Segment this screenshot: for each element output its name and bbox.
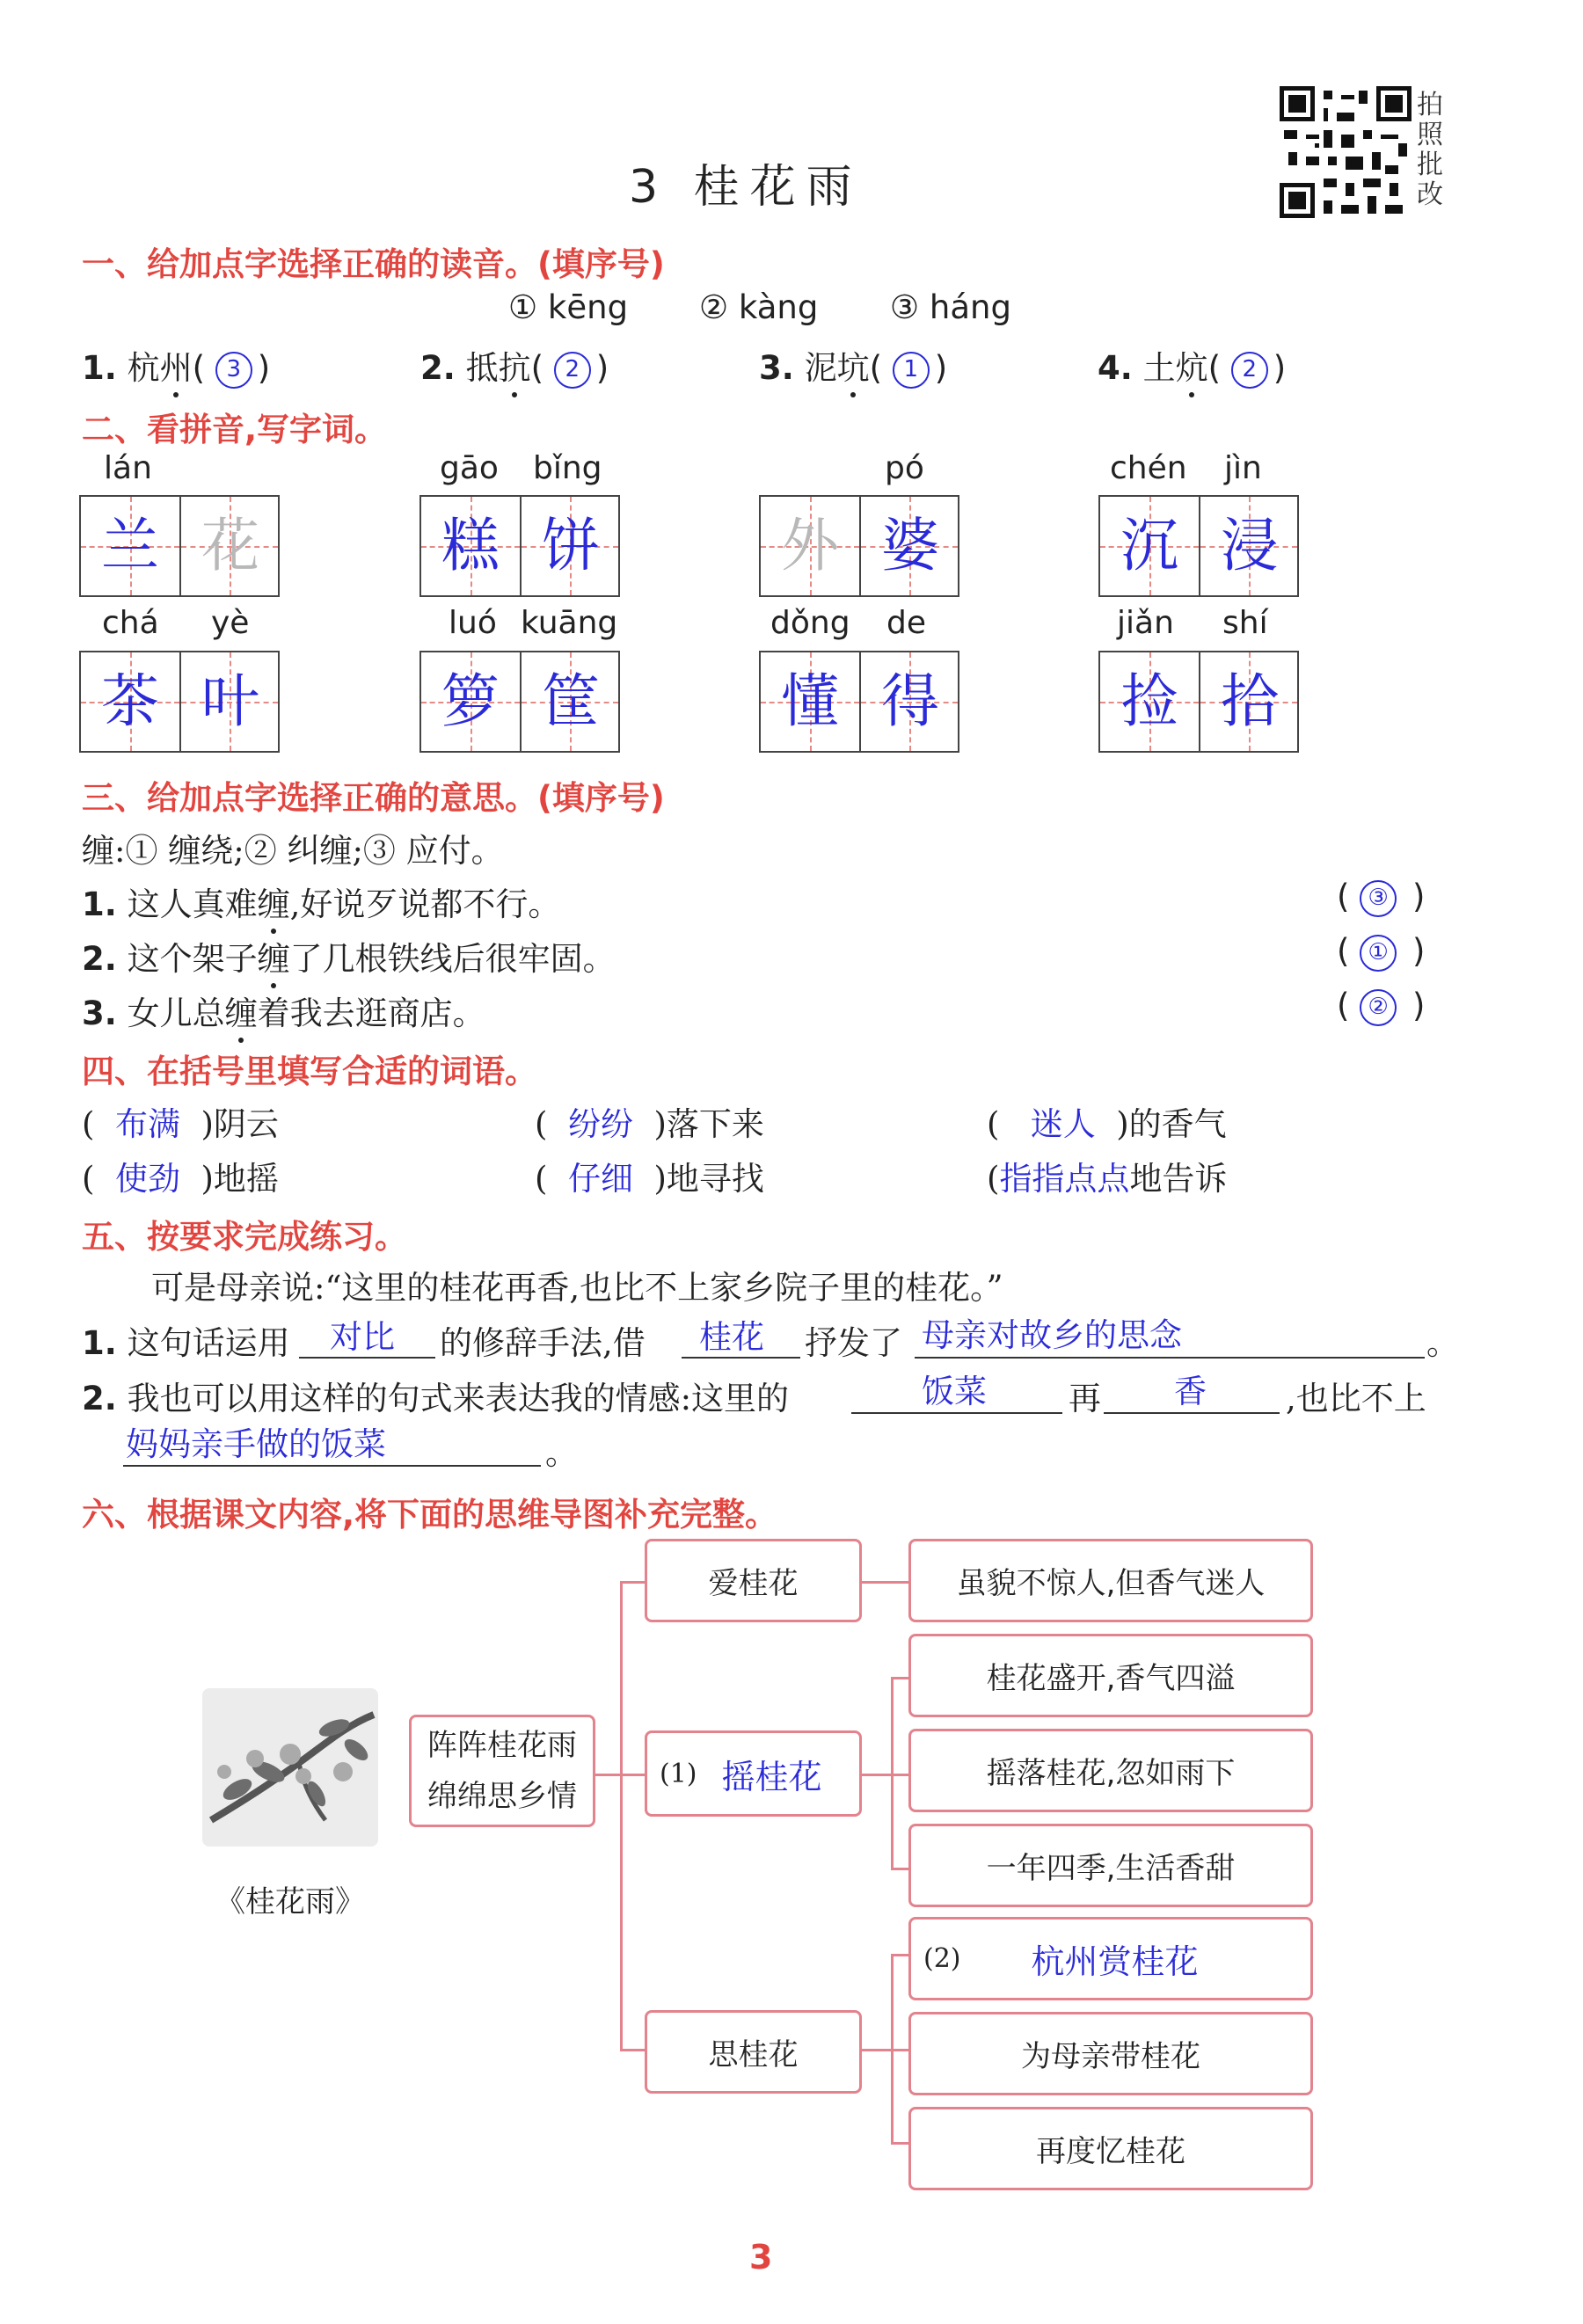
fill-suffix: 地告诉	[1129, 1160, 1228, 1198]
answer-circled[interactable]: 3	[215, 352, 252, 389]
pinyin: dǒng	[770, 605, 850, 641]
s3-definition: 缠:① 缠绕;② 纠缠;③ 应付。	[82, 832, 504, 870]
branch-label: 爱桂花	[708, 1566, 799, 1601]
answer-circled[interactable]: 2	[554, 352, 591, 389]
char-grid	[759, 495, 959, 597]
section-5-heading: 五、按要求完成练习。	[82, 1218, 407, 1256]
s1-item-4: 4. 土炕( 2 )	[1098, 341, 1286, 389]
s5-quote: 可是母亲说:“这里的桂花再香,也比不上家乡院子里的桂花。”	[151, 1269, 1003, 1307]
s3-item-1	[82, 878, 560, 925]
sentence-text: 女儿总	[127, 994, 225, 1032]
q-text: 。	[545, 1434, 578, 1472]
answer-fill[interactable]: 使劲	[114, 1160, 180, 1198]
dotted-char: 缠	[225, 987, 258, 1034]
q-text: 的修辞手法,借	[440, 1324, 646, 1362]
fill-suffix: )的香气	[1116, 1105, 1227, 1143]
item-number: 2.	[82, 1380, 117, 1417]
written-char[interactable]: 饼	[542, 512, 600, 579]
connector	[891, 2049, 910, 2051]
char-grid	[79, 651, 280, 753]
connector	[595, 1774, 622, 1776]
item-char: 泥	[804, 349, 837, 387]
item-number: 1.	[82, 349, 117, 387]
answer-fill[interactable]: 妈妈亲手做的饭菜	[126, 1425, 386, 1463]
written-char[interactable]: 叶	[201, 667, 259, 735]
connector	[620, 1581, 623, 2051]
answer-fill[interactable]: 布满	[114, 1105, 180, 1143]
section-1-heading: 一、给加点字选择正确的读音。(填序号)	[82, 245, 665, 283]
answer-fill[interactable]: 香	[1174, 1373, 1207, 1410]
qr-side-char: 批	[1417, 149, 1443, 180]
pinyin: chén	[1110, 450, 1187, 486]
q-text: 我也可以用这样的句式来表达我的情感:这里的	[127, 1380, 790, 1417]
fill-suffix: )落下来	[653, 1105, 764, 1143]
branch-answer[interactable]: 摇桂花	[721, 1757, 822, 1796]
char-grid	[79, 495, 280, 597]
connector	[862, 1581, 910, 1584]
s3-item-2	[82, 932, 616, 980]
item-char: 土	[1142, 349, 1176, 387]
dotted-char: 州	[160, 341, 193, 389]
qr-side-char: 拍	[1417, 90, 1443, 120]
connector	[620, 1774, 646, 1776]
qr-side-text	[1412, 91, 1448, 210]
osmanthus-image	[202, 1688, 378, 1847]
page-title: 3 桂花雨	[629, 161, 863, 214]
leaf-box	[908, 1539, 1313, 1622]
answer-circle[interactable]	[1360, 880, 1397, 917]
pinyin: luó	[449, 605, 497, 641]
q-text: 这句话运用	[127, 1324, 290, 1362]
branch-shake	[645, 1730, 862, 1817]
qr-side-char: 照	[1417, 120, 1443, 150]
item-number: 1.	[82, 1324, 117, 1362]
item-char: 杭	[127, 349, 160, 387]
connector	[620, 2049, 646, 2051]
written-char[interactable]: 懂	[781, 667, 839, 735]
q-text: 抒发了	[805, 1324, 902, 1362]
leaf-text: 为母亲带桂花	[1021, 2039, 1200, 2074]
item-char: 抵	[465, 349, 499, 387]
answer-underline	[1104, 1412, 1280, 1414]
leaf-box	[908, 1729, 1313, 1812]
s3-answer-3: ( ② )	[1337, 987, 1426, 1024]
written-char[interactable]: 得	[881, 667, 939, 735]
pinyin: de	[886, 605, 926, 641]
sentence-text: 这人真难	[127, 885, 258, 923]
written-char[interactable]: 婆	[881, 512, 939, 579]
s4-row1-item: ( 迷人 )的香气	[987, 1105, 1227, 1143]
q-text: 。	[1426, 1324, 1459, 1362]
char-grid	[1098, 651, 1299, 753]
branch-label: 思桂花	[708, 2037, 799, 2073]
image-caption: 《桂花雨》	[215, 1884, 365, 1920]
dotted-char: 抗	[499, 341, 531, 389]
s1-option: ② kàng	[699, 288, 819, 326]
printed-char: 外	[781, 512, 839, 579]
leaf-answer[interactable]: 杭州赏桂花	[1031, 1942, 1199, 1981]
pinyin: gāo	[440, 450, 499, 486]
s3-item-3	[82, 987, 485, 1034]
connector	[862, 1774, 893, 1776]
pinyin: yè	[211, 605, 250, 641]
s1-option: ① kēng	[508, 288, 629, 326]
written-char[interactable]: 拾	[1221, 667, 1279, 735]
dotted-char: 缠	[258, 932, 290, 980]
s3-answer-2: ( ① )	[1337, 932, 1426, 970]
page-number: 3	[749, 2238, 773, 2277]
answer-circled[interactable]: 2	[1231, 352, 1268, 389]
answer-fill[interactable]: 桂花	[699, 1318, 764, 1356]
leaf-box	[908, 1634, 1313, 1717]
leaf-text: 再度忆桂花	[1036, 2134, 1185, 2169]
branch-prefix: (1)	[660, 1758, 697, 1789]
written-char[interactable]: 糕	[441, 512, 500, 579]
s4-row1-item: ( 布满 )阴云	[82, 1105, 279, 1143]
answer-fill[interactable]: 母亲对故乡的思念	[922, 1316, 1182, 1354]
answer-circle[interactable]	[1360, 989, 1397, 1026]
leaf-text: 虽貌不惊人,但香气迷人	[956, 1566, 1266, 1601]
center-line: 绵绵思乡情	[427, 1779, 577, 1814]
printed-char: 花	[201, 512, 259, 579]
s1-item-2: 2. 抵抗( 2 )	[420, 341, 609, 389]
qr-side-char: 改	[1417, 179, 1443, 210]
pinyin: lán	[104, 450, 152, 486]
answer-underline	[123, 1465, 541, 1467]
s1-item-1: 1. 杭州( 3 )	[82, 341, 270, 389]
qr-code	[1280, 86, 1412, 218]
sentence-text: ,好说歹说都不行。	[289, 885, 561, 923]
pinyin: pó	[885, 450, 924, 486]
connector	[891, 1954, 910, 1956]
pinyin: bǐng	[533, 450, 602, 486]
connector	[891, 1677, 910, 1679]
item-number: 1.	[82, 885, 117, 923]
s3-answer-1: ( ③ )	[1337, 878, 1426, 915]
char-grid	[419, 495, 620, 597]
s4-row1-item: ( 纷纷 )落下来	[535, 1105, 764, 1143]
q-text: ,也比不上	[1286, 1380, 1426, 1417]
section-4-heading: 四、在括号里填写合适的词语。	[82, 1053, 537, 1090]
char-grid	[759, 651, 959, 753]
answer-circle[interactable]	[1360, 935, 1397, 972]
answer-fill[interactable]: 饭菜	[922, 1373, 987, 1410]
leaf-text: 一年四季,生活香甜	[986, 1851, 1236, 1886]
branch-miss	[645, 2010, 862, 2094]
pinyin: kuāng	[521, 605, 618, 641]
section-2-heading: 二、看拼音,写字词。	[82, 411, 388, 448]
answer-text: ②	[1368, 993, 1389, 1020]
char-grid	[419, 651, 620, 753]
answer-underline	[299, 1357, 435, 1359]
sentence-text: 这个架子	[127, 940, 258, 978]
section-6-heading: 六、根据课文内容,将下面的思维导图补充完整。	[82, 1496, 778, 1534]
written-char[interactable]: 浸	[1221, 512, 1279, 579]
connector	[862, 2049, 893, 2051]
connector	[891, 1868, 910, 1870]
written-char[interactable]: 箩	[441, 667, 500, 735]
pinyin: chá	[102, 605, 159, 641]
leaf-box	[908, 2107, 1313, 2190]
dotted-char: 缠	[258, 878, 290, 925]
written-char[interactable]: 兰	[101, 512, 159, 579]
fill-suffix: )阴云	[201, 1105, 279, 1143]
answer-fill[interactable]: 仔细	[567, 1160, 633, 1198]
fill-suffix: )地摇	[201, 1160, 279, 1198]
char-grid	[1098, 495, 1299, 597]
leaf-text: 桂花盛开,香气四溢	[986, 1661, 1236, 1696]
s4-row2-item: ( 使劲 )地摇	[82, 1160, 279, 1198]
dotted-char: 炕	[1176, 341, 1208, 389]
item-number: 4.	[1098, 349, 1133, 387]
written-char[interactable]: 筐	[542, 667, 600, 735]
leaf-box	[908, 1824, 1313, 1907]
pinyin: jiǎn	[1117, 605, 1174, 641]
item-number: 3.	[82, 994, 117, 1032]
written-char[interactable]: 捡	[1120, 667, 1178, 735]
branch-love	[645, 1539, 862, 1622]
written-char[interactable]: 沉	[1120, 512, 1178, 579]
q-text: 再	[1069, 1380, 1101, 1417]
s1-option: ③ háng	[890, 288, 1011, 326]
item-number: 2.	[420, 349, 456, 387]
leaf-box	[908, 2012, 1313, 2095]
s5-q2	[82, 1372, 789, 1419]
answer-underline	[915, 1357, 1425, 1359]
leaf-text: 摇落桂花,忽如雨下	[986, 1756, 1236, 1791]
answer-fill[interactable]: 指指点点	[999, 1160, 1130, 1198]
s1-item-3: 3. 泥坑( 1 )	[759, 341, 947, 389]
answer-underline	[851, 1412, 1062, 1414]
answer-fill[interactable]: 迷人	[1030, 1105, 1096, 1143]
connector	[620, 1581, 646, 1584]
center-line: 阵阵桂花雨	[427, 1728, 577, 1763]
answer-underline	[682, 1357, 800, 1359]
item-number: 2.	[82, 940, 117, 978]
written-char[interactable]: 茶	[101, 667, 159, 735]
answer-circled[interactable]: 1	[893, 352, 930, 389]
leaf-box-answer	[908, 1917, 1313, 2000]
answer-text: ③	[1368, 884, 1389, 911]
s4-row2-item: ( 仔细 )地寻找	[535, 1160, 764, 1198]
s5-q1	[82, 1316, 290, 1364]
pinyin: jìn	[1224, 450, 1262, 486]
answer-fill[interactable]: 纷纷	[567, 1105, 633, 1143]
pinyin: shí	[1222, 605, 1268, 641]
answer-text: ①	[1368, 938, 1389, 965]
connector	[891, 1774, 910, 1776]
fill-suffix: )地寻找	[653, 1160, 764, 1198]
dotted-char: 坑	[837, 341, 870, 389]
connector	[891, 2142, 910, 2145]
item-number: 3.	[759, 349, 794, 387]
answer-fill[interactable]: 对比	[330, 1318, 395, 1356]
leaf-prefix: (2)	[923, 1943, 961, 1974]
mindmap-center	[409, 1715, 595, 1827]
section-3-heading: 三、给加点字选择正确的意思。(填序号)	[82, 779, 665, 817]
sentence-text: 着我去逛商店。	[257, 994, 485, 1032]
sentence-text: 了几根铁线后很牢固。	[289, 940, 616, 978]
s4-row2-item: (指指点点地告诉	[987, 1160, 1228, 1198]
